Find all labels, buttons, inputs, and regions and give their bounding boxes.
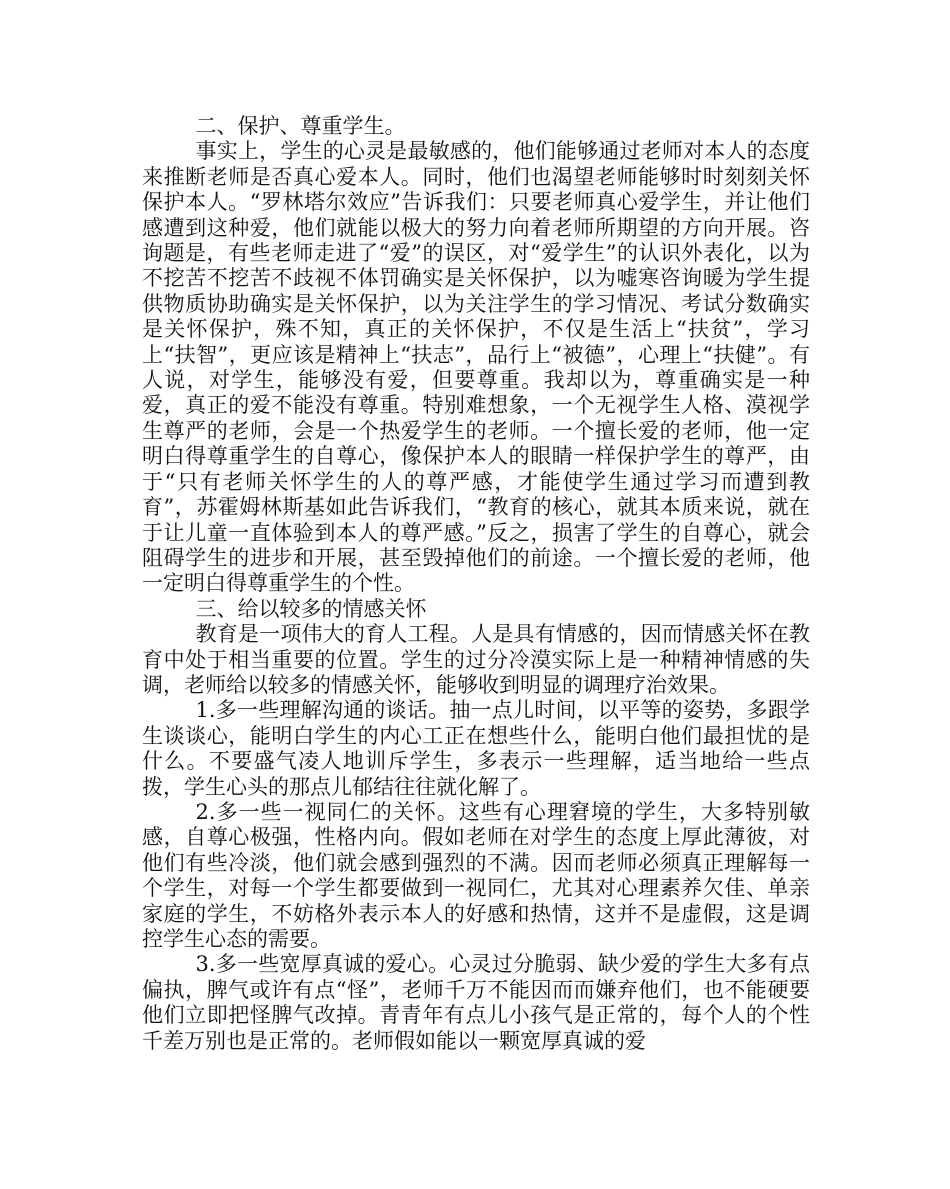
body-paragraph: 事实上，学生的心灵是最敏感的，他们能够通过老师对本人的态度来推断老师是否真心爱本人。同时，他们也渴望老师能够时时刻刻关怀保护本人。“罗林塔尔效应”告诉我们：只要老师真心爱学生，并让他们感遭到这种爱，他们就能以极大的努力向着老师所期望的方向开展。咨询题是，有些老师走进了“爱”的误区，对“爱学生”的认识外表化，以为不挖苦不挖苦不歧视不体罚确实是关怀保护，以为嘘寒咨询暖为学生提供物质协助确实是关怀保护，以为关注学生的学习情况、考试分数确实是关怀保护，殊不知，真正的关怀保护，不仅是生活上“扶贫”，学习上“扶智”，更应该是精神上“扶志”，品行上“被德”，心理上“扶健”。有人说，对学生，能够没有爱，但要尊重。我却以为，尊重确实是一种爱，真正的爱不能没有尊重。特别难想象，一个无视学生人格、漠视学生尊严的老师，会是一个热爱学生的老师。一个擅长爱的老师，他一定明白得尊重学生的自尊心，像保护本人的眼睛一样保护学生的尊严，由于“只有老师关怀学生的人的尊严感，才能使学生通过学习而遭到教育”，苏霍姆林斯基如此告诉我们，“教育的核心，就其本质来说，就在于让儿童一直体验到本人的尊严感。”反之，损害了学生的自尊心，就会阻碍学生的进步和开展，甚至毁掉他们的前途。一个擅长爱的老师，他一定明白得尊重学生的个性。 (142, 139, 810, 596)
body-paragraph: 教育是一项伟大的育人工程。人是具有情感的，因而情感关怀在教育中处于相当重要的位置。学生的过分冷漠实际上是一种精神情感的失调，老师给以较多的情感关怀，能够收到明显的调理疗治效果。 (142, 622, 810, 697)
list-item-paragraph: 1.多一些理解沟通的谈话。抽一点儿时间，以平等的姿势，多跟学生谈谈心，能明白学生的内心工正在想些什么，能明白他们最担忧的是什么。不要盛气凌人地训斥学生，多表示一些理解，适当地给一些点拨，学生心头的那点儿郁结往往就化解了。 (142, 698, 810, 799)
section-heading-protect-respect: 二、保护、尊重学生。 (195, 114, 406, 138)
section-heading-emotional-care: 三、给以较多的情感关怀 (195, 596, 427, 621)
list-item-paragraph: 2.多一些一视同仁的关怀。这些有心理窘境的学生，大多特别敏感，自尊心极强，性格内向。假如老师在对学生的态度上厚此薄彼，对他们有些冷淡，他们就会感到强烈的不满。因而老师必须真正理解每一个学生，对每一个学生都要做到一视同仁，尤其对心理素养欠佳、单亲家庭的学生，不妨格外表示本人的好感和热情，这并不是虚假，这是调控学生心态的需要。 (142, 799, 810, 951)
document-page (142, 114, 810, 1054)
list-item-paragraph: 3.多一些宽厚真诚的爱心。心灵过分脆弱、缺少爱的学生大多有点偏执，脾气或许有点“怪”，老师千万不能因而而嫌弃他们，也不能硬要他们立即把怪脾气改掉。青青年有点儿小孩气是正常的，每个人的个性千差万别也是正常的。老师假如能以一颗宽厚真诚的爱 (142, 952, 810, 1053)
